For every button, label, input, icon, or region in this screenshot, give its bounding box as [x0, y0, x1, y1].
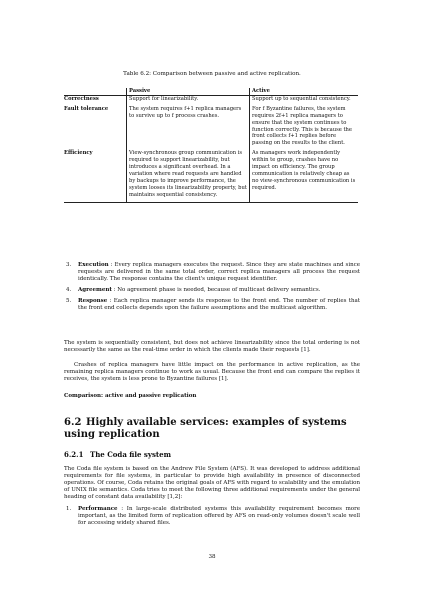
active-cell: As managers work independently within te group, crashes have no impact on efficiency. The group communication is relatively cheap as no view-synchronous communication is required. [250, 150, 359, 202]
row-label: Correctness [64, 95, 99, 102]
row-label: Fault tolerance [64, 105, 109, 112]
row-label: Efficiency [64, 150, 127, 202]
table-header-row [64, 88, 358, 95]
list-item [64, 506, 360, 527]
paragraph: The system is sequentially consistent, but does not achieve linearizability since the total ordering is not necessarily the same as the real-time order in which the clients made their requests [1]. [64, 340, 360, 353]
page-number: 38 [208, 554, 216, 560]
table-header-passive: Passive [127, 88, 250, 95]
comparison-heading: Comparison: active and passive replication [64, 393, 197, 399]
list-item-number: 3. [66, 262, 72, 268]
table-header-active: Active [250, 88, 359, 95]
subsection-title: The Coda file system [90, 450, 171, 459]
list-item-number: 4. [66, 287, 72, 293]
requirements-list [64, 506, 360, 531]
comparison-table [64, 88, 358, 203]
section-title: Highly available services: examples of systems using replication [64, 417, 347, 440]
active-cell: For f Byzantine failures, the system requires 2f+1 replica managers to ensure that the system continues to function correctly. This is because the front collects f+1 replies before passing on the results to the client. [250, 106, 359, 150]
active-cell: Support up to sequential consistency. [250, 95, 359, 105]
list-item-term: Response [78, 298, 108, 304]
steps-list [64, 262, 360, 316]
paragraph: Crashes of replica managers have little impact on the performance in active replication, as the remaining replica managers continue to work as usual. Because the front end can compare the replies it receives, the system is less prone to Byzantine failures [1]. [64, 362, 360, 382]
table-row [64, 150, 358, 202]
section-number: 6.2 [64, 417, 82, 428]
list-item-text: : In large-scale distributed systems this availability requirement becomes more important, as the limited form of replication offered by AFS on read-only volumes doesn't scale well for accessing widely shared files. [78, 506, 360, 526]
table-row [64, 95, 358, 105]
list-item-term: Performance [78, 506, 118, 512]
list-item [64, 287, 360, 294]
list-item-term: Execution [78, 262, 109, 268]
passive-cell: Support for linearizability. [127, 95, 250, 105]
table-caption: Table 6.2: Comparison between passive and active replication. [123, 71, 301, 77]
subsection-number: 6.2.1 [64, 450, 84, 459]
paragraph: The Coda file system is based on the Andrew File System (AFS). It was developed to address additional requirements for file systems, in particular to provide high availability in presence of disconnected operations. Of course, Coda retains the original goals of AFS with regard to scalability and the emulation of UNIX file semantics. Coda tries to meet the following three additional requirements under the general heading of constant data availability [1,2]: [64, 466, 360, 500]
subsection-heading [64, 450, 171, 459]
list-item-text: : No agreement phase is needed, because of multicast delivery semantics. [111, 287, 321, 293]
passive-cell: The system requires f+1 replica managers to survive up to f process crashes. [127, 106, 250, 150]
table-row [64, 106, 358, 150]
section-heading [64, 417, 364, 441]
list-item-term: Agreement [78, 287, 112, 293]
list-item-text: : Each replica manager sends its response to the front end. The number of replies that the front end collects depends upon the failure assumptions and the multicast algorithm. [78, 298, 360, 311]
list-item-number: 1. [66, 506, 72, 512]
list-item [64, 298, 360, 312]
list-item-number: 5. [66, 298, 72, 304]
passive-cell: View-synchronous group communication is required to support linearizability, but introduces a significant overhead. In a variation where read requests are handled by backups to improve performance, the system looses its linearizability property, but maintains sequential consistency. [127, 150, 250, 202]
list-item-text: : Every replica managers executes the request. Since they are state machines and since requests are delivered in the same total order, correct replica managers all process the request identically. The response contains the client's unique request identifier. [78, 262, 360, 282]
table-header-empty [64, 88, 127, 95]
list-item [64, 262, 360, 283]
